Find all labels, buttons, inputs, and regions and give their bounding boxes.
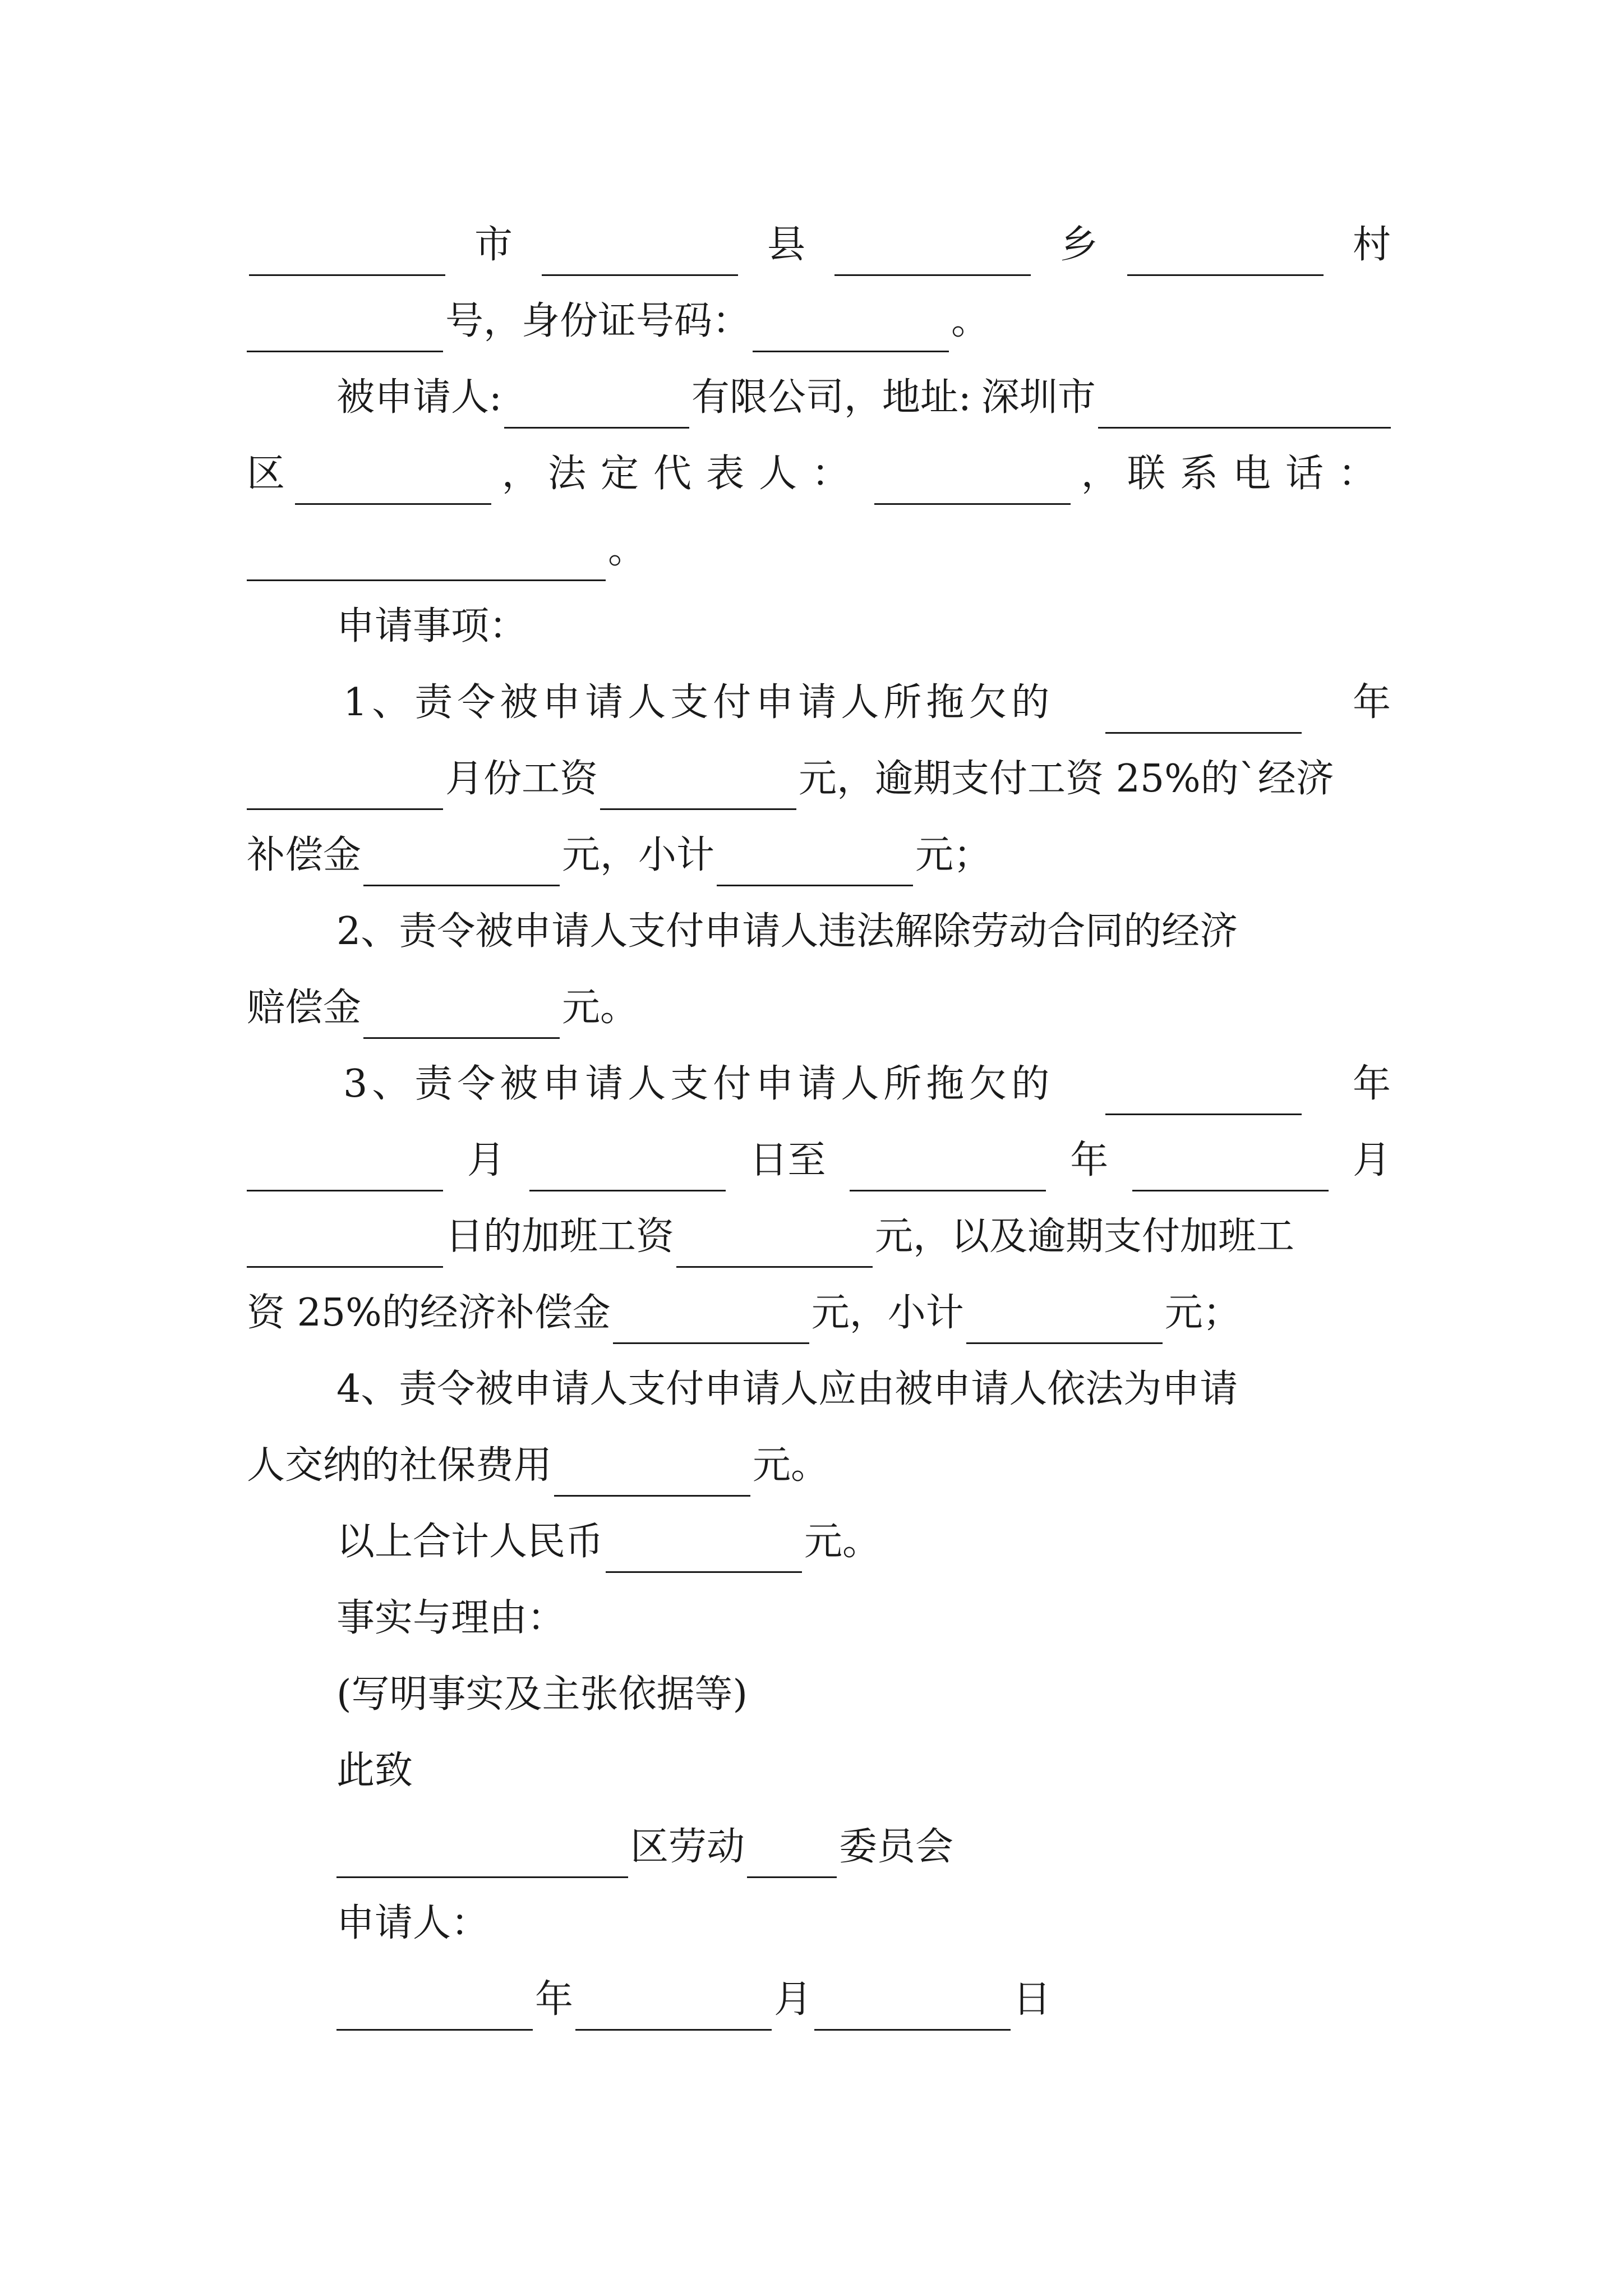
claim-4-social: 人交纳的社保费用 bbox=[247, 1443, 552, 1488]
date-line bbox=[336, 1969, 1391, 2031]
claim-1-wage: 月份工资 bbox=[445, 757, 598, 801]
total-line bbox=[336, 1511, 1391, 1573]
blank-field[interactable] bbox=[247, 539, 606, 581]
claim-3-line-4 bbox=[247, 1282, 1391, 1344]
text-year: 年 bbox=[1070, 1138, 1109, 1182]
blank-field[interactable] bbox=[529, 1149, 726, 1191]
text-month: 月 bbox=[467, 1138, 505, 1182]
address-line-2 bbox=[247, 291, 1391, 352]
text-day-to: 日至 bbox=[749, 1138, 826, 1182]
claim-1-end: 元； bbox=[915, 833, 992, 877]
blank-field[interactable] bbox=[1098, 386, 1391, 429]
blank-field[interactable] bbox=[249, 234, 445, 276]
claim-3-comp: 资 25%的经济补偿金 bbox=[247, 1291, 611, 1335]
blank-field[interactable] bbox=[504, 386, 689, 429]
blank-field[interactable] bbox=[613, 1302, 809, 1344]
claim-2-line-1 bbox=[336, 901, 1391, 963]
respondent-line-1 bbox=[336, 367, 1391, 429]
blank-field[interactable] bbox=[247, 768, 443, 810]
facts-note-text: (写明事实及主张依据等) bbox=[336, 1672, 748, 1717]
committee-name: 委员会 bbox=[839, 1825, 954, 1869]
comma: ， bbox=[1081, 452, 1119, 496]
respondent-line-3 bbox=[247, 519, 1391, 581]
claim-3-overdue: 元，以及逾期支付加班工 bbox=[875, 1214, 1295, 1259]
respondent-line-2 bbox=[247, 443, 1391, 505]
facts-heading bbox=[336, 1588, 1391, 1649]
blank-field[interactable] bbox=[606, 1531, 802, 1573]
respondent-label: 被申请人: bbox=[336, 375, 502, 420]
claim-3-end: 元； bbox=[1164, 1291, 1241, 1335]
claim-1-comp: 补偿金 bbox=[247, 833, 362, 877]
committee-district: 区劳动 bbox=[630, 1825, 745, 1869]
blank-field[interactable] bbox=[753, 310, 949, 352]
blank-field[interactable] bbox=[1105, 1073, 1302, 1115]
claim-4-end: 元。 bbox=[753, 1443, 829, 1488]
blank-field[interactable] bbox=[814, 1989, 1011, 2031]
address-line-1 bbox=[247, 214, 1391, 276]
blank-field[interactable] bbox=[747, 1836, 837, 1878]
claim-3-line-3 bbox=[247, 1206, 1391, 1268]
facts-heading-text: 事实与理由： bbox=[336, 1596, 566, 1640]
claim-3-text: 3、责令被申请人支付申请人所拖欠的 bbox=[343, 1062, 1054, 1106]
blank-field[interactable] bbox=[1127, 234, 1324, 276]
text-period: 。 bbox=[608, 528, 647, 572]
legal-rep-label: 法定代表人： bbox=[547, 452, 864, 496]
text-township: 乡 bbox=[1059, 223, 1098, 267]
claims-heading bbox=[336, 596, 1391, 657]
claim-1-line-3 bbox=[247, 825, 1391, 886]
blank-field[interactable] bbox=[363, 997, 560, 1039]
text-city: 市 bbox=[474, 223, 513, 267]
claim-2-text: 2、责令被申请人支付申请人违法解除劳动合同的经济 bbox=[336, 909, 1238, 954]
claim-1-subtotal: 元，小计 bbox=[562, 833, 715, 877]
claim-1-overdue: 元，逾期支付工资 25%的`经济 bbox=[799, 757, 1334, 801]
claim-1-line-2 bbox=[247, 748, 1391, 810]
blank-field[interactable] bbox=[1105, 692, 1302, 734]
text-period: 。 bbox=[951, 299, 990, 343]
date-month: 月 bbox=[774, 1977, 813, 2022]
claim-3-line-2 bbox=[247, 1130, 1391, 1191]
claim-3-overtime: 日的加班工资 bbox=[445, 1214, 675, 1259]
claims-heading-text: 申请事项： bbox=[336, 604, 528, 648]
text-id-label: 号，身份证号码： bbox=[445, 299, 751, 343]
facts-note bbox=[336, 1664, 1391, 1726]
blank-field[interactable] bbox=[850, 1149, 1046, 1191]
claim-4-line-2 bbox=[247, 1435, 1391, 1497]
date-day: 日 bbox=[1013, 1977, 1052, 2022]
blank-field[interactable] bbox=[717, 844, 913, 886]
claim-3-subtotal: 元，小计 bbox=[811, 1291, 964, 1335]
total-end: 元。 bbox=[804, 1520, 881, 1564]
blank-field[interactable] bbox=[554, 1455, 750, 1497]
total-label: 以上合计人民币 bbox=[336, 1520, 604, 1564]
comma: ， bbox=[501, 452, 540, 496]
blank-field[interactable] bbox=[336, 1836, 628, 1878]
text-year: 年 bbox=[1352, 680, 1391, 725]
blank-field[interactable] bbox=[247, 1149, 443, 1191]
blank-field[interactable] bbox=[834, 234, 1031, 276]
blank-field[interactable] bbox=[363, 844, 560, 886]
claim-1-text: 1、责令被申请人支付申请人所拖欠的 bbox=[343, 680, 1054, 725]
blank-field[interactable] bbox=[295, 463, 491, 505]
applicant-line bbox=[336, 1893, 1391, 1954]
blank-field[interactable] bbox=[600, 768, 796, 810]
claim-4-text: 4、责令被申请人支付申请人应由被申请人依法为申请 bbox=[336, 1367, 1238, 1411]
blank-field[interactable] bbox=[966, 1302, 1163, 1344]
blank-field[interactable] bbox=[336, 1989, 533, 2031]
text-year: 年 bbox=[1352, 1062, 1391, 1106]
respondent-city: 深圳市 bbox=[981, 375, 1096, 420]
applicant-label: 申请人： bbox=[336, 1901, 490, 1945]
salutation-line bbox=[336, 1740, 1391, 1802]
respondent-company: 有限公司，地址: bbox=[691, 375, 971, 420]
text-county: 县 bbox=[767, 223, 805, 267]
phone-label: 联系电话： bbox=[1127, 452, 1391, 496]
blank-field[interactable] bbox=[247, 310, 443, 352]
text-month: 月 bbox=[1352, 1138, 1391, 1182]
blank-field[interactable] bbox=[874, 463, 1071, 505]
claim-2-end: 元。 bbox=[562, 986, 639, 1030]
claim-4-line-1 bbox=[336, 1359, 1391, 1420]
claim-1-line-1 bbox=[343, 672, 1391, 734]
claim-3-line-1 bbox=[343, 1053, 1391, 1115]
claim-2-line-2 bbox=[247, 977, 1391, 1039]
claim-2-comp: 赔偿金 bbox=[247, 986, 362, 1030]
blank-field[interactable] bbox=[575, 1989, 772, 2031]
respondent-district: 区 bbox=[247, 452, 285, 496]
blank-field[interactable] bbox=[676, 1226, 873, 1268]
blank-field[interactable] bbox=[1132, 1149, 1329, 1191]
date-year: 年 bbox=[535, 1977, 574, 2022]
salutation-text: 此致 bbox=[336, 1749, 413, 1793]
blank-field[interactable] bbox=[247, 1226, 443, 1268]
blank-field[interactable] bbox=[542, 234, 738, 276]
committee-line bbox=[336, 1816, 1391, 1878]
text-village: 村 bbox=[1352, 223, 1391, 267]
